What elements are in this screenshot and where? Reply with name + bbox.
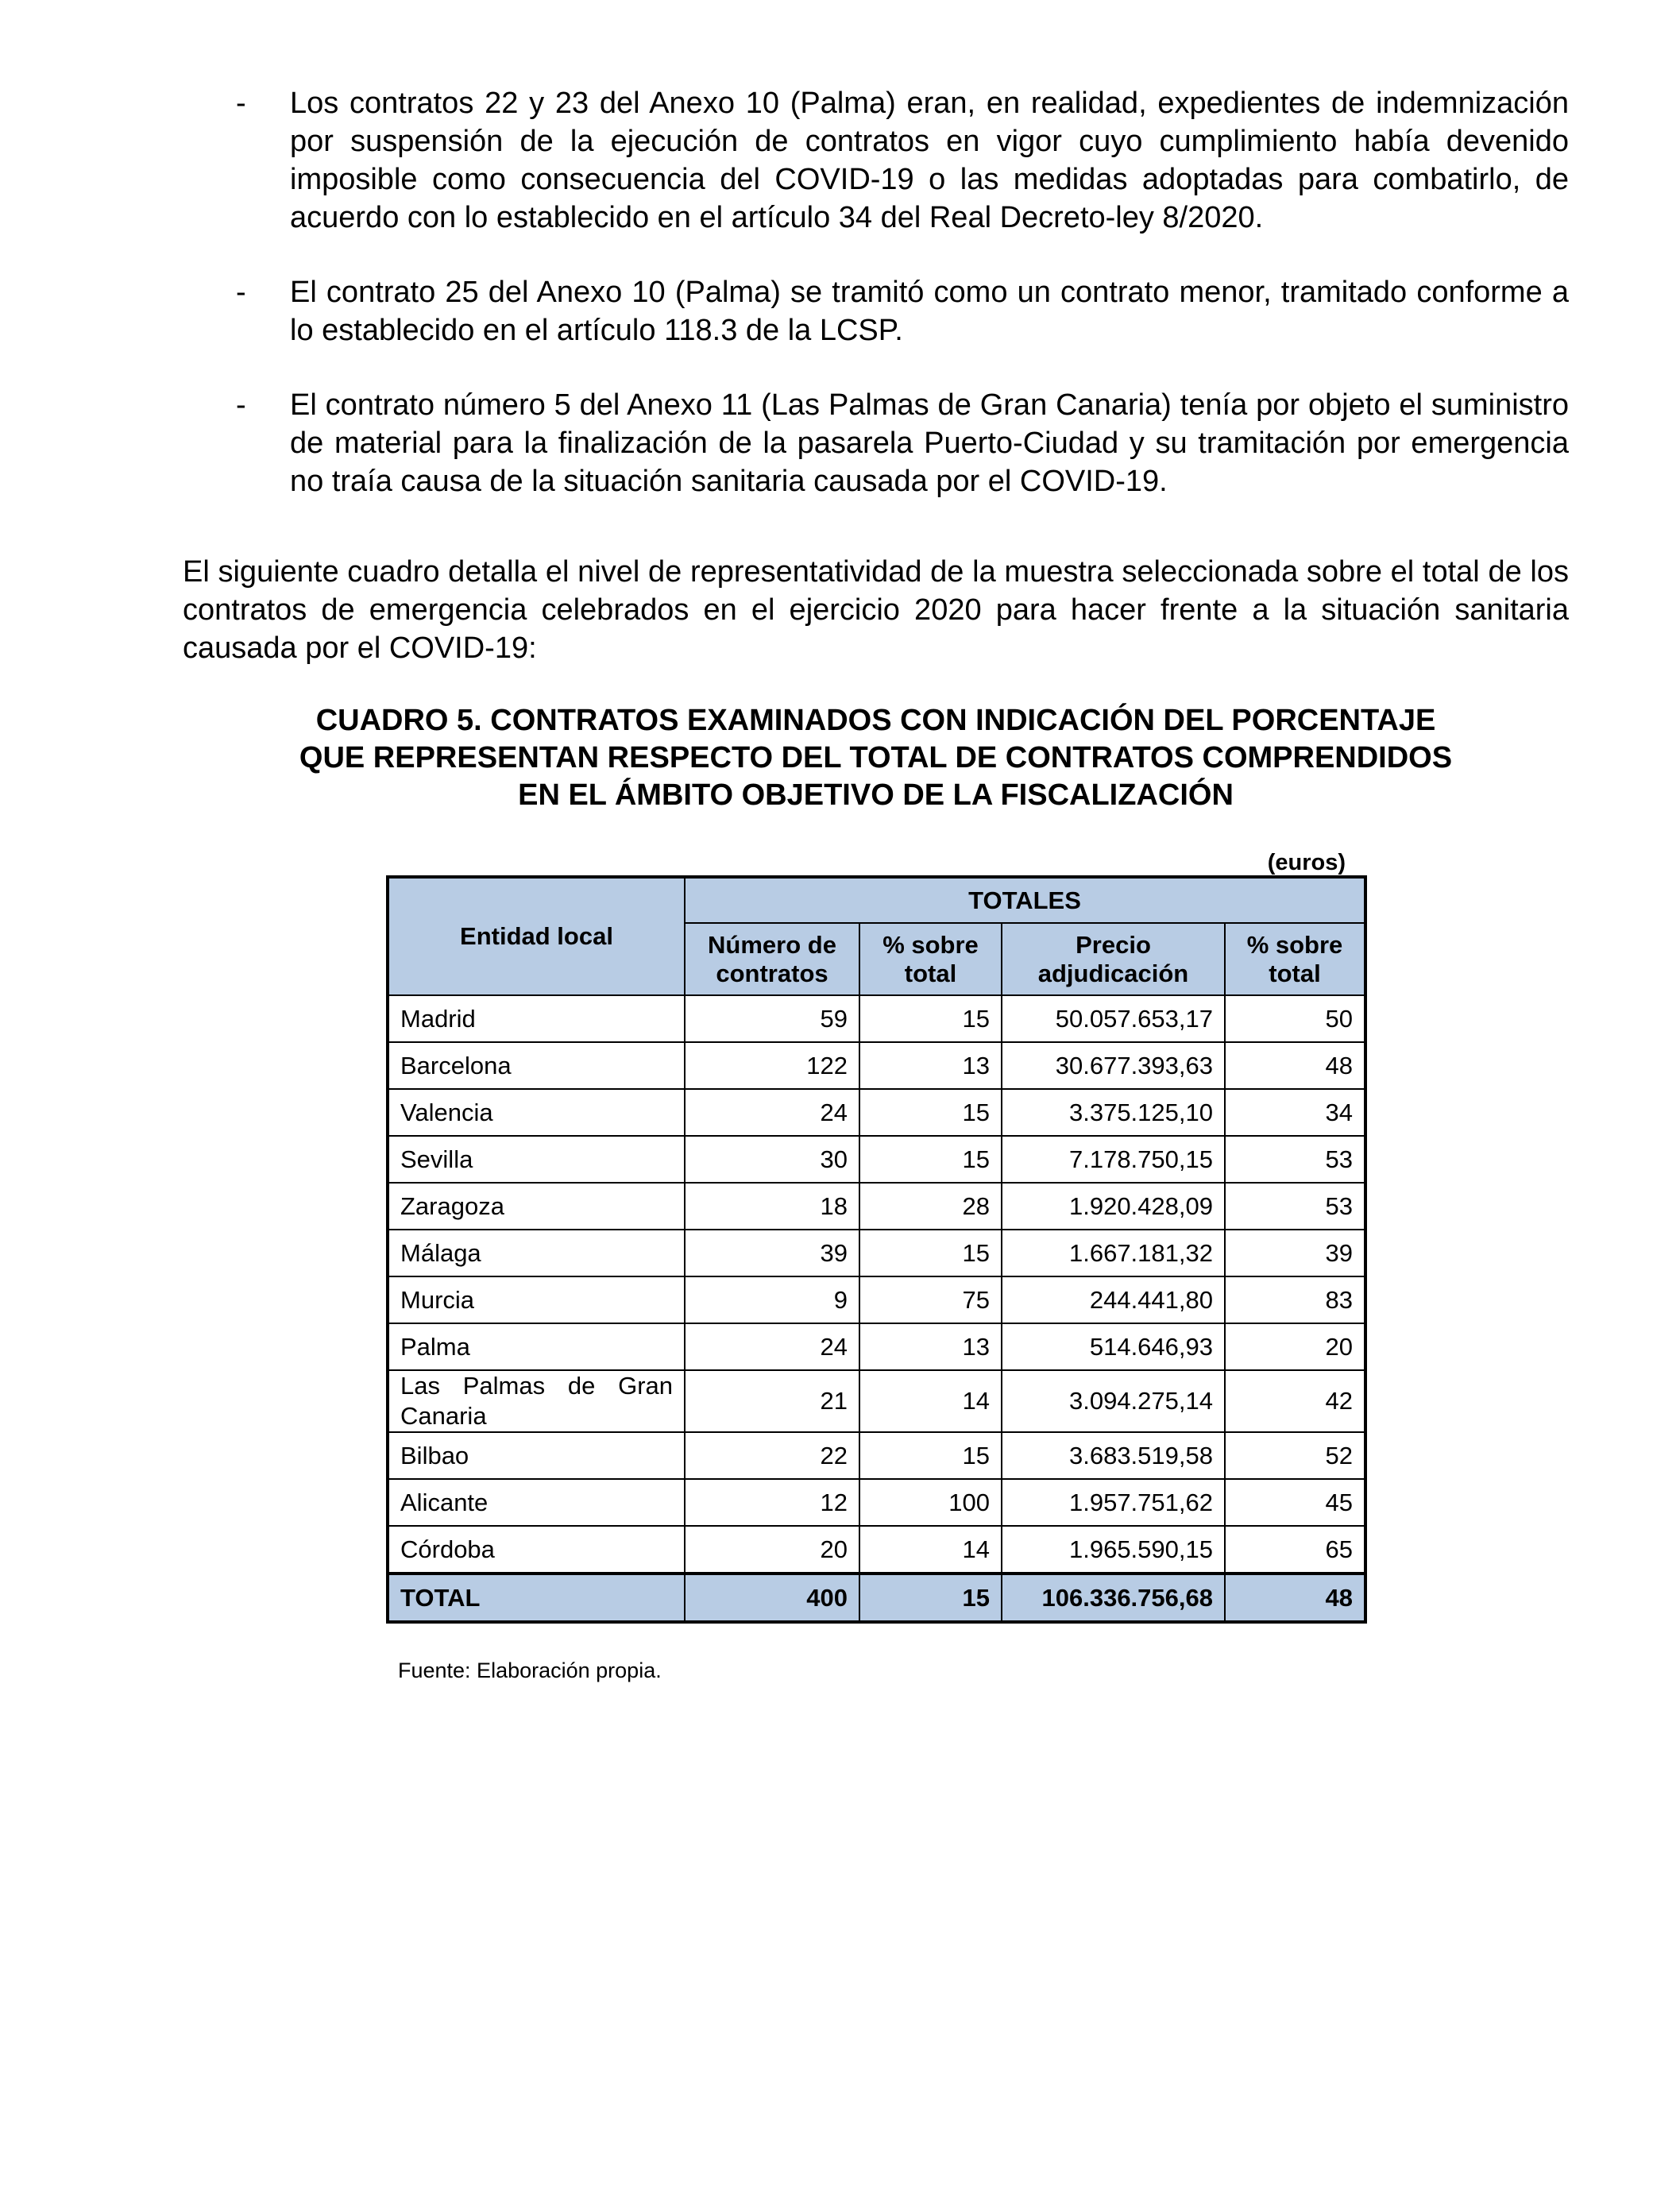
cell-pct1: 15 [859,1136,1002,1183]
cell-entity: Córdoba [388,1526,685,1574]
table-source-note: Fuente: Elaboración propia. [398,1659,662,1682]
cell-price: 1.667.181,32 [1002,1230,1225,1276]
cell-num: 9 [685,1276,859,1323]
cell-entity: Las Palmas de Gran Canaria [388,1370,685,1432]
cell-pct1: 28 [859,1183,1002,1230]
table-row [388,1479,1365,1526]
table-row [388,1089,1365,1136]
bullet-item [183,273,1569,349]
cell-pct1: 14 [859,1526,1002,1574]
total-price: 106.336.756,68 [1002,1574,1225,1622]
cell-num: 122 [685,1042,859,1089]
intro-paragraph: El siguiente cuadro detalla el nivel de representatividad de la muestra seleccionada sobre el total de los contratos de emergencia celebrados en el ejercicio 2020 para hacer frente a la situación sanitaria causada por el COVID-19: [183,555,1569,665]
total-num: 400 [685,1574,859,1622]
table-row [388,1276,1365,1323]
cell-num: 12 [685,1479,859,1526]
cell-num: 39 [685,1230,859,1276]
cell-pct1: 100 [859,1479,1002,1526]
table-row [388,995,1365,1042]
cell-pct2: 20 [1225,1323,1365,1370]
cell-entity: Zaragoza [388,1183,685,1230]
cell-price: 1.965.590,15 [1002,1526,1225,1574]
cell-num: 24 [685,1089,859,1136]
header-price: Precio adjudicación [1002,923,1225,995]
cell-num: 22 [685,1432,859,1479]
cell-num: 30 [685,1136,859,1183]
header-totales: TOTALES [685,877,1365,923]
table-row [388,1323,1365,1370]
cell-pct1: 15 [859,1230,1002,1276]
bullet-text: El contrato 25 del Anexo 10 (Palma) se tramitó como un contrato menor, tramitado conforme a lo establecido en el artículo 118.3 de la LCSP. [290,276,1569,347]
cell-pct2: 48 [1225,1042,1365,1089]
cell-pct2: 45 [1225,1479,1365,1526]
cell-pct2: 39 [1225,1230,1365,1276]
cell-pct1: 15 [859,1089,1002,1136]
cell-pct1: 13 [859,1323,1002,1370]
table-title-line: EN EL ÁMBITO OBJETIVO DE LA FISCALIZACIÓN [518,778,1234,812]
header-pct-contracts: % sobre total [859,923,1002,995]
bullet-list [183,84,1569,537]
total-pct1: 15 [859,1574,1002,1622]
cell-num: 24 [685,1323,859,1370]
total-label: TOTAL [388,1574,685,1622]
cell-entity: Murcia [388,1276,685,1323]
cell-pct2: 34 [1225,1089,1365,1136]
cell-pct2: 50 [1225,995,1365,1042]
cell-price: 3.683.519,58 [1002,1432,1225,1479]
cell-pct1: 75 [859,1276,1002,1323]
table-title [183,702,1569,814]
table-title-line: QUE REPRESENTAN RESPECTO DEL TOTAL DE CONTRATOS COMPRENDIDOS [299,741,1453,774]
cell-entity: Málaga [388,1230,685,1276]
cell-price: 30.677.393,63 [1002,1042,1225,1089]
cell-num: 59 [685,995,859,1042]
cell-entity: Barcelona [388,1042,685,1089]
cell-price: 514.646,93 [1002,1323,1225,1370]
cell-pct2: 53 [1225,1136,1365,1183]
cell-num: 21 [685,1370,859,1432]
header-pct-price: % sobre total [1225,923,1365,995]
cell-num: 20 [685,1526,859,1574]
cell-price: 3.375.125,10 [1002,1089,1225,1136]
cell-pct2: 83 [1225,1276,1365,1323]
table-title-line: CUADRO 5. CONTRATOS EXAMINADOS CON INDICACIÓN DEL PORCENTAJE [315,704,1436,737]
bullet-dash: - [236,276,246,309]
bullet-dash: - [236,87,246,120]
header-num-contracts: Número de contratos [685,923,859,995]
cell-pct1: 15 [859,995,1002,1042]
cell-entity: Valencia [388,1089,685,1136]
cell-pct1: 15 [859,1432,1002,1479]
table-row [388,1042,1365,1089]
cell-price: 244.441,80 [1002,1276,1225,1323]
cell-price: 7.178.750,15 [1002,1136,1225,1183]
cell-pct2: 52 [1225,1432,1365,1479]
cell-pct1: 13 [859,1042,1002,1089]
table-row [388,1526,1365,1574]
cell-price: 1.920.428,09 [1002,1183,1225,1230]
bullet-text: Los contratos 22 y 23 del Anexo 10 (Palma) eran, en realidad, expedientes de indemnización por suspensión de la ejecución de contratos en vigor cuyo cumplimiento había devenido imposible como consecuencia del COVID-19 o las medidas adoptadas para combatirlo, de acuerdo con lo establecido en el artículo 34 del Real Decreto-ley 8/2020. [290,87,1569,234]
table-row [388,1230,1365,1276]
cell-entity: Bilbao [388,1432,685,1479]
table-row [388,1136,1365,1183]
cell-entity: Alicante [388,1479,685,1526]
cell-pct2: 42 [1225,1370,1365,1432]
cell-price: 1.957.751,62 [1002,1479,1225,1526]
cell-num: 18 [685,1183,859,1230]
cell-price: 50.057.653,17 [1002,995,1225,1042]
bullet-item [183,386,1569,500]
cell-pct2: 53 [1225,1183,1365,1230]
cell-entity: Palma [388,1323,685,1370]
table-row [388,1432,1365,1479]
cell-price: 3.094.275,14 [1002,1370,1225,1432]
header-entity: Entidad local [388,877,685,995]
cell-pct1: 14 [859,1370,1002,1432]
cell-entity: Madrid [388,995,685,1042]
bullet-item [183,84,1569,237]
table-units-label: (euros) [1267,850,1346,875]
total-pct2: 48 [1225,1574,1365,1622]
table-row [388,1370,1365,1432]
contracts-table [386,875,1367,1624]
bullet-dash: - [236,388,246,422]
cell-entity: Sevilla [388,1136,685,1183]
table-total-row [388,1574,1365,1622]
bullet-text: El contrato número 5 del Anexo 11 (Las Palmas de Gran Canaria) tenía por objeto el suministro de material para la finalización de la pasarela Puerto-Ciudad y su tramitación por emergencia no traía causa de la situación sanitaria causada por el COVID-19. [290,388,1569,498]
table-row [388,1183,1365,1230]
cell-pct2: 65 [1225,1526,1365,1574]
